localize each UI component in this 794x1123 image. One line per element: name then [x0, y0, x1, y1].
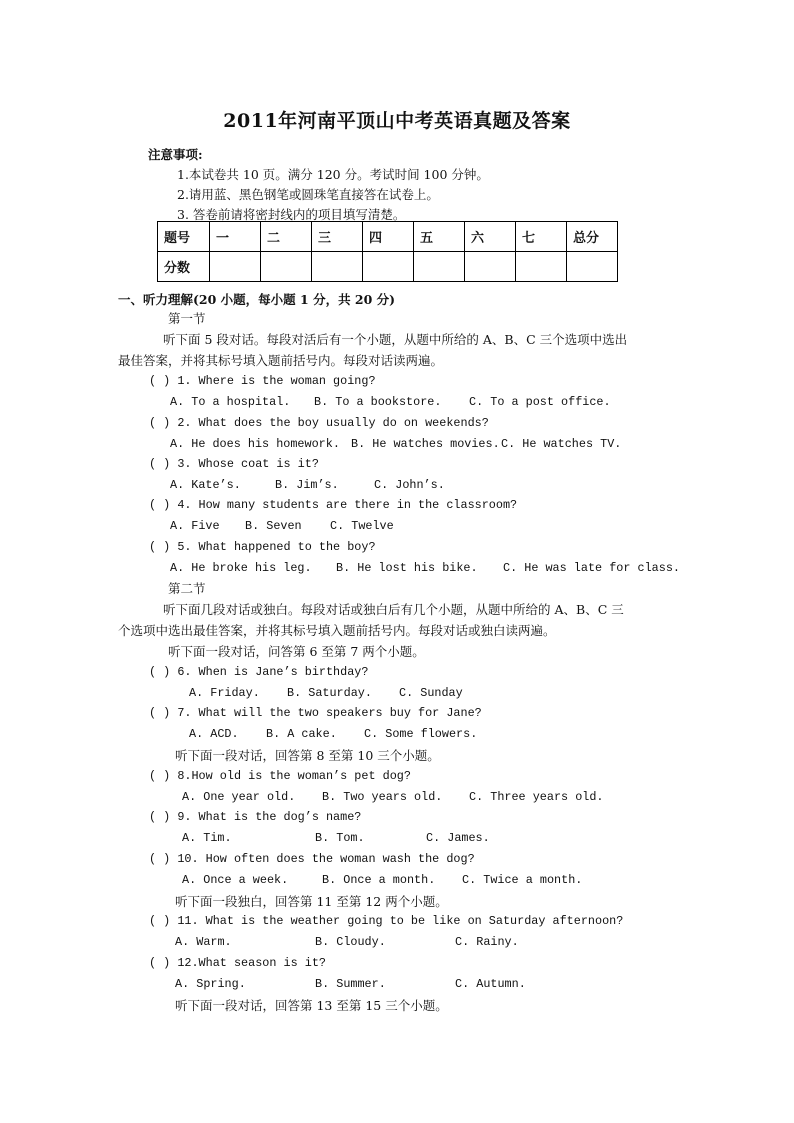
option-1b: B. To a bookstore.: [314, 395, 442, 409]
notice-item: 2.请用蓝、黑色钢笔或圆珠笔直接答在试卷上。: [177, 187, 439, 202]
instruction-text: 最佳答案，并将其标号填入题前括号内。每段对话读两遍。: [118, 353, 444, 368]
option-12b: B. Summer.: [315, 977, 386, 991]
option-7b: B. A cake.: [266, 727, 337, 741]
score-header-cell: 二: [261, 222, 312, 252]
option-7a: A. ACD.: [189, 727, 239, 741]
question-2: ( ) 2. What does the boy usually do on weekends?: [149, 416, 489, 430]
question-4: ( ) 4. How many students are there in the classroom?: [149, 498, 518, 512]
sub-intro: 听下面一段独白，回答第 11 至第 12 两个小题。: [175, 894, 448, 909]
question-9: ( ) 9. What is the dog’s name?: [149, 810, 362, 824]
notice-heading: 注意事项:: [148, 147, 203, 162]
option-3a: A. Kate’s.: [170, 478, 241, 492]
question-10: ( ) 10. How often does the woman wash the dog?: [149, 852, 475, 866]
page-title: 2011年河南平顶山中考英语真题及答案: [223, 110, 571, 132]
option-6b: B. Saturday.: [287, 686, 372, 700]
part-label: 第一节: [168, 311, 206, 326]
score-header-cell: 题号: [158, 222, 210, 252]
score-cell[interactable]: [516, 252, 567, 282]
score-header-cell: 六: [465, 222, 516, 252]
option-8b: B. Two years old.: [322, 790, 443, 804]
instruction-text: 听下面几段对话或独白。每段对话或独白后有几个小题，从题中所给的 A、B、C 三: [163, 602, 624, 617]
option-3b: B. Jim’s.: [275, 478, 339, 492]
question-1: ( ) 1. Where is the woman going?: [149, 374, 376, 388]
score-header-cell: 五: [414, 222, 465, 252]
option-11c: C. Rainy.: [455, 935, 519, 949]
option-4c: C. Twelve: [330, 519, 394, 533]
option-4b: B. Seven: [245, 519, 302, 533]
score-cell[interactable]: [363, 252, 414, 282]
question-11: ( ) 11. What is the weather going to be like on Saturday afternoon?: [149, 914, 624, 928]
question-6: ( ) 6. When is Jane’s birthday?: [149, 665, 369, 679]
sub-intro: 听下面一段对话，回答第 13 至第 15 三个小题。: [175, 998, 448, 1013]
option-10a: A. Once a week.: [182, 873, 289, 887]
option-2c: C. He watches TV.: [501, 437, 622, 451]
question-8: ( ) 8.How old is the woman’s pet dog?: [149, 769, 411, 783]
notice-item: 3. 答卷前请将密封线内的项目填写清楚。: [177, 207, 406, 222]
score-cell[interactable]: [567, 252, 618, 282]
option-7c: C. Some flowers.: [364, 727, 478, 741]
option-6c: C. Sunday: [399, 686, 463, 700]
score-header-cell: 四: [363, 222, 414, 252]
option-9a: A. Tim.: [182, 831, 232, 845]
option-1c: C. To a post office.: [469, 395, 611, 409]
option-12c: C. Autumn.: [455, 977, 526, 991]
score-row-label: 分数: [158, 252, 210, 282]
option-5c: C. He was late for class.: [503, 561, 680, 575]
score-cell[interactable]: [210, 252, 261, 282]
option-10b: B. Once a month.: [322, 873, 436, 887]
notice-item: 1.本试卷共 10 页。满分 120 分。考试时间 100 分钟。: [177, 167, 489, 182]
option-12a: A. Spring.: [175, 977, 246, 991]
sub-intro: 听下面一段对话，回答第 8 至第 10 三个小题。: [175, 748, 440, 763]
option-5a: A. He broke his leg.: [170, 561, 312, 575]
option-4a: A. Five: [170, 519, 220, 533]
option-2b: B. He watches movies.: [351, 437, 500, 451]
instruction-text: 个选项中选出最佳答案，并将其标号填入题前括号内。每段对话或独白读两遍。: [118, 623, 556, 638]
score-table: [157, 221, 618, 282]
option-2a: A. He does his homework.: [170, 437, 340, 451]
option-1a: A. To a hospital.: [170, 395, 291, 409]
score-table-score-row: [158, 252, 618, 282]
option-9b: B. Tom.: [315, 831, 365, 845]
part-label: 第二节: [168, 581, 206, 596]
instruction-text: 听下面 5 段对话。每段对活后有一个小题，从题中所给的 A、B、C 三个选项中选出: [163, 332, 628, 347]
question-5: ( ) 5. What happened to the boy?: [149, 540, 376, 554]
score-cell[interactable]: [465, 252, 516, 282]
score-header-cell: 总分: [567, 222, 618, 252]
score-cell[interactable]: [312, 252, 363, 282]
option-11a: A. Warm.: [175, 935, 232, 949]
option-8a: A. One year old.: [182, 790, 296, 804]
option-3c: C. John’s.: [374, 478, 445, 492]
option-9c: C. James.: [426, 831, 490, 845]
score-table-header-row: [158, 222, 618, 252]
option-6a: A. Friday.: [189, 686, 260, 700]
question-12: ( ) 12.What season is it?: [149, 956, 326, 970]
score-cell[interactable]: [414, 252, 465, 282]
score-header-cell: 一: [210, 222, 261, 252]
section-heading: 一、听力理解(20 小题，每小题 1 分，共 20 分): [118, 292, 396, 307]
sub-intro: 听下面一段对话，问答第 6 至第 7 两个小题。: [168, 644, 425, 659]
question-7: ( ) 7. What will the two speakers buy for Jane?: [149, 706, 482, 720]
option-8c: C. Three years old.: [469, 790, 604, 804]
question-3: ( ) 3. Whose coat is it?: [149, 457, 319, 471]
score-header-cell: 三: [312, 222, 363, 252]
option-10c: C. Twice a month.: [462, 873, 583, 887]
option-11b: B. Cloudy.: [315, 935, 386, 949]
score-cell[interactable]: [261, 252, 312, 282]
score-header-cell: 七: [516, 222, 567, 252]
option-5b: B. He lost his bike.: [336, 561, 478, 575]
